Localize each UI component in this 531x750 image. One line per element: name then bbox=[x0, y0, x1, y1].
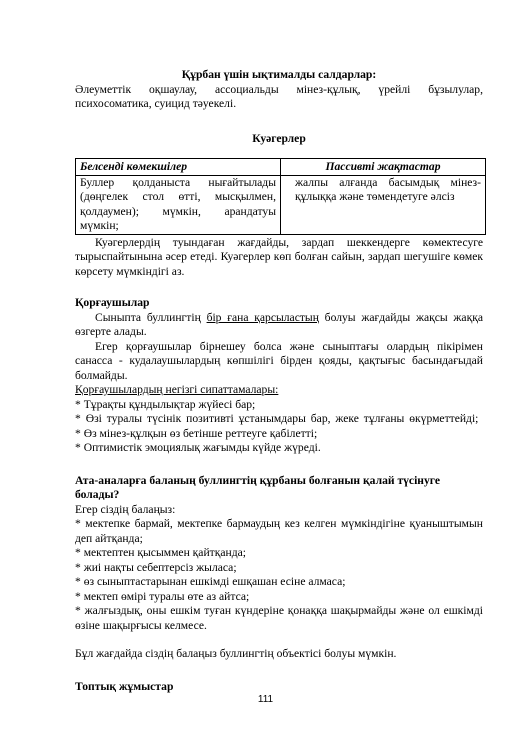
table-row bbox=[76, 175, 486, 234]
table-header-row bbox=[76, 159, 486, 176]
parents-intro: Егер сіздің балаңыз: bbox=[75, 502, 176, 516]
list-item: * өз сыныптастарынан ешкімді ешқашан есіне алмаса; bbox=[75, 575, 346, 588]
table-cell-active-helpers: Буллер қолданыста нығайтылады (дөңгелек стол өтті, мысқылмен, қолдаумен); мүмкін, арандатуы мүмкін; bbox=[76, 175, 281, 234]
page-number: 111 bbox=[257, 694, 274, 705]
list-item: * мектептен қысыммен қайтқанда; bbox=[75, 546, 246, 559]
list-item: * Тұрақты құндылықтар жүйесі бар; bbox=[75, 397, 256, 411]
consequences-title: Құрбан үшін ықтималды салдарлар: bbox=[181, 68, 377, 81]
defenders-p1-after: болуы жағдайды жақсы жаққа өзгерте алады. bbox=[75, 310, 483, 338]
defenders-heading: Қорғаушылар bbox=[75, 296, 150, 309]
defenders-paragraph-1 bbox=[75, 311, 483, 340]
list-item: * Өзі туралы түсінік позитивті ұстанымдары бар, жеке тұлғаны өкүрметтейді; bbox=[75, 412, 479, 425]
parents-heading: Ата-аналарға баланың буллингтің құрбаны болғанын қалай түсінуге болады? bbox=[75, 473, 441, 501]
parents-conclusion: Бұл жағдайда сіздің балаңыз буллингтің объектісі болуы мүмкін. bbox=[75, 647, 397, 660]
group-work-heading: Топтық жұмыстар bbox=[75, 679, 174, 693]
list-item: * жалғыздық, оны ешкім туған күндеріне қонаққа шақырмайды және ол ешкімді өзіне шақырғысы келмесе. bbox=[75, 604, 483, 632]
defenders-p1-before: Сыныпта буллингтің bbox=[95, 310, 207, 324]
list-item: * мектепке бармай, мектепке бармаудың кез келген мүмкіндігіне қуаныштымын деп айтқанда; bbox=[75, 517, 483, 545]
table-header-passive-supporters: Пассивті жақтастар bbox=[281, 159, 486, 176]
defenders-traits-heading: Қорғаушылардың негізгі сипаттамалары: bbox=[75, 383, 279, 396]
witnesses-paragraph: Куәгерлердің туындаған жағдайды, зардап шеккендерге көмектесуге тырыспайтынына әсер етеді. Куәгерлер көп болған сайын, зардап шегушіге көмек көрсету мүмкіндігі аз. bbox=[75, 235, 483, 278]
table-cell-passive-supporters: жалпы алғанда басымдық мінез-құлыққа және төмендетуге әлсіз bbox=[281, 175, 486, 234]
witnesses-table bbox=[75, 158, 486, 235]
list-item: * Оптимистік эмоциялық жағымды күйде жүреді. bbox=[75, 441, 321, 454]
list-item: * жиі нақты себептерсіз жыласа; bbox=[75, 560, 237, 574]
defenders-p1-underlined: бір ғана қарсыластың bbox=[206, 310, 319, 324]
page-content bbox=[75, 68, 483, 694]
list-item: * мектеп өмірі туралы өте аз айтса; bbox=[75, 589, 250, 603]
defenders-paragraph-2: Егер қорғаушылар бірнешеу болса және сыныптағы олардың пікірімен санасса - кудалаушылардың көпшілігі бірден қояды, қақтығыс басындағыдай болмайды. bbox=[75, 339, 483, 382]
table-header-active-helpers: Белсенді көмекшілер bbox=[76, 159, 281, 176]
consequences-text: Әлеуметтік оқшаулау, ассоциальды мінез-құлық, үрейлі бұзылулар, психосоматика, суицид тәуекелі. bbox=[75, 82, 483, 110]
list-item: * Өз мінез-құлқын өз бетінше реттеуге қабілетті; bbox=[75, 426, 318, 440]
witnesses-title: Куәгерлер bbox=[252, 131, 306, 145]
